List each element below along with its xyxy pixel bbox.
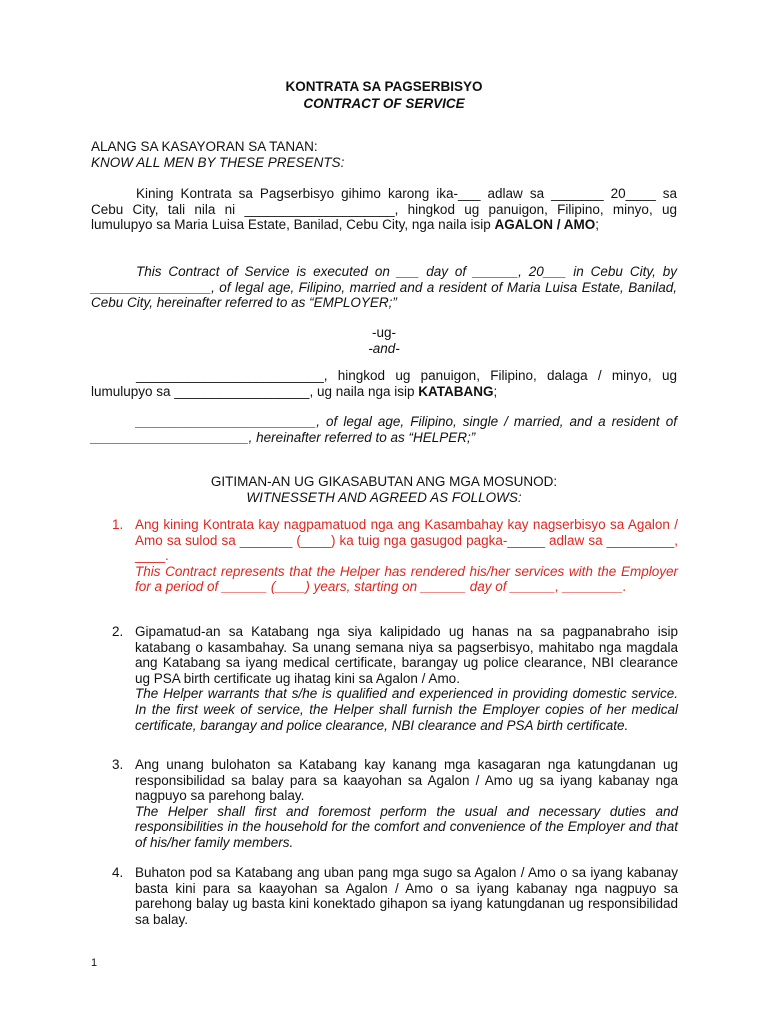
salutation-cebuano: ALANG SA KASAYORAN SA TANAN: xyxy=(91,139,318,154)
item-number: 3. xyxy=(112,757,124,772)
item-cebuano: Ang kining Kontrata kay nagpamatuod nga ang Kasambahay kay nagserbisyo sa Agalon / Amo sa sulod sa _______ (____) ka tuig nga gasugod pagka-_____ adlaw sa _________, ____. xyxy=(135,517,678,564)
document-subtitle: CONTRACT OF SERVICE xyxy=(303,96,465,111)
intro-cebuano-text: Kining Kontrata sa Pagserbisyo gihimo karong ika-___ adlaw sa _______ 20____ sa Cebu City, tali nila ni ____________________, hingkod ug panuigon, Filipino, minyo, ug lumulupyo sa Maria Luisa Estate, Banilad, Cebu City, nga naila isip xyxy=(91,186,677,233)
page-number: 1 xyxy=(91,957,98,969)
salutation xyxy=(91,139,677,170)
section-heading xyxy=(91,474,677,505)
separator xyxy=(91,325,677,356)
helper-english-paragraph: ________________________, of legal age, Filipino, single / married, and a resident of _____________________, hereinafter referred to as “HELPER;” xyxy=(91,414,677,445)
item-cebuano: Buhaton pod sa Katabang ang uban pang mga sugo sa Agalon / Amo o sa iyang kabanay basta kini para sa kaayohan sa Agalon / Amo o sa iyang kabanay nga nagpuyo sa parehong balay ug basta kini konektado gihapon sa iyang katungdanan ug responsibilidad sa balay. xyxy=(135,865,678,927)
item-number: 2. xyxy=(112,624,124,639)
helper-cebuano-paragraph xyxy=(91,368,677,399)
item-english: The Helper warrants that s/he is qualified and experienced in providing domestic service. In the first week of service, the Helper shall furnish the Employer copies of her medical certificate, barangay and police clearance, NBI clearance and PSA birth certificate. xyxy=(135,686,678,733)
helper-cebuano-end: ; xyxy=(493,383,498,399)
item-number: 4. xyxy=(112,865,124,880)
helper-term: KATABANG xyxy=(418,383,494,399)
list-item xyxy=(112,517,678,595)
list-item xyxy=(112,624,678,733)
item-number: 1. xyxy=(112,517,124,532)
employer-term: AGALON / AMO xyxy=(494,217,596,233)
list-item xyxy=(112,865,678,927)
salutation-english: KNOW ALL MEN BY THESE PRESENTS: xyxy=(91,154,345,170)
item-english: This Contract represents that the Helper has rendered his/her services with the Employer for a period of ______ (____) years, starting on ______ day of ______, ________. xyxy=(135,563,678,595)
separator-cebuano: -ug- xyxy=(371,325,396,340)
item-cebuano: Gipamatud-an sa Katabang nga siya kalipidado ug hanas na sa pagpanabraho isip katabang o kasambahay. Sa unang semana niya sa pagserbisyo, mahitabo nga magdala ang Katabang sa iyang medical certificate, barangay ug police clearance, NBI clearance ug PSA birth certificate ug ihatag kini sa Agalon / Amo. xyxy=(135,624,678,686)
intro-cebuano-end: ; xyxy=(595,217,599,233)
section-heading-english: WITNESSETH AND AGREED AS FOLLOWS: xyxy=(246,489,522,505)
helper-cebuano-text: _________________________, hingkod ug panuigon, Filipino, dalaga / minyo, ug lumulupyo sa __________________, ug naila nga isip xyxy=(91,368,677,399)
list-item xyxy=(112,757,678,851)
intro-english-paragraph: This Contract of Service is executed on ___ day of ______, 20___ in Cebu City, by ________________, of legal age, Filipino, married and a resident of Maria Luisa Estate, Banilad, Cebu City, hereinafter referred to as “EMPLOYER;” xyxy=(91,264,677,311)
document-title: KONTRATA SA PAGSERBISYO xyxy=(285,79,483,94)
intro-cebuano-paragraph xyxy=(91,186,677,233)
item-english: The Helper shall first and foremost perform the usual and necessary duties and responsibilities in the household for the comfort and convenience of the Employer and that of his/her family members. xyxy=(135,803,678,850)
section-heading-cebuano: GITIMAN-AN UG GIKASABUTAN ANG MGA MOSUNOD: xyxy=(210,474,558,489)
separator-english: -and- xyxy=(368,340,400,356)
item-cebuano: Ang unang bulohaton sa Katabang kay kanang mga kasagaran nga katungdanan ug responsibilidad sa balay para sa kaayohan sa Agalon / Amo ug sa iyang kabanay nga nagpuyo sa parehong balay. xyxy=(135,757,678,804)
